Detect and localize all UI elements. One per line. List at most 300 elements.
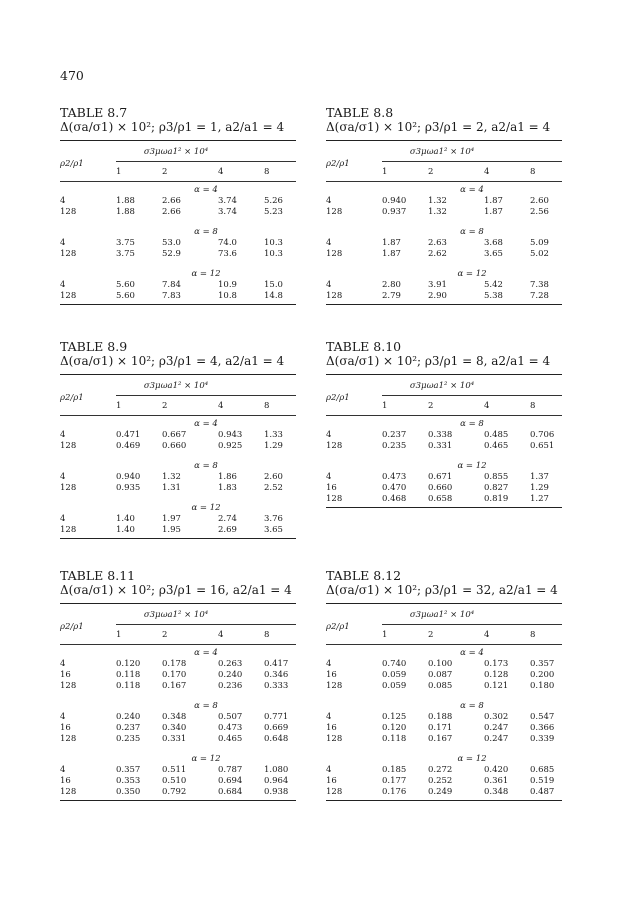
table-cell: 0.188 xyxy=(428,712,453,722)
table-cell: 0.519 xyxy=(530,776,555,786)
bottom-rule xyxy=(60,538,296,539)
table-row xyxy=(60,525,296,536)
table-cell: 0.925 xyxy=(218,441,243,451)
row-label: 4 xyxy=(60,430,66,440)
table-cell: 2.56 xyxy=(530,207,549,217)
row-header: ρ2/ρ1 xyxy=(326,159,350,169)
group-title: α = 12 xyxy=(191,269,221,279)
table-cell: 0.348 xyxy=(484,787,509,797)
column-spanner: σ3μωa1² × 10⁴ xyxy=(409,381,475,391)
spanner-rule xyxy=(116,624,296,625)
bottom-rule xyxy=(326,304,562,305)
column-labels xyxy=(382,630,562,640)
table-cell: 1.27 xyxy=(530,494,549,504)
table-cell: 0.302 xyxy=(484,712,509,722)
bottom-rule xyxy=(326,507,562,508)
spanner-rule xyxy=(116,161,296,162)
table-row xyxy=(326,765,562,776)
table-cell: 1.97 xyxy=(162,514,181,524)
table-cell: 10.3 xyxy=(264,238,283,248)
group-title: α = 4 xyxy=(460,185,484,195)
group-gap xyxy=(326,692,562,698)
table-cell: 0.167 xyxy=(428,734,453,744)
table-cell: 0.510 xyxy=(162,776,187,786)
table-8-11 xyxy=(60,568,296,801)
table-cell: 2.66 xyxy=(162,196,181,206)
table-row xyxy=(60,787,296,798)
table-row xyxy=(60,670,296,681)
group-title: α = 12 xyxy=(457,269,487,279)
group-title: α = 4 xyxy=(460,648,484,658)
table-header xyxy=(326,147,562,177)
table-cell: 0.740 xyxy=(382,659,407,669)
table-cell: 0.660 xyxy=(428,483,453,493)
table-cell: 0.684 xyxy=(218,787,243,797)
table-row xyxy=(60,765,296,776)
table-cell: 0.465 xyxy=(218,734,243,744)
table-cell: 0.937 xyxy=(382,207,407,217)
column-label: 4 xyxy=(218,167,224,177)
table-caption: Δ(σa/σ1) × 10²; ρ3/ρ1 = 4, a2/a1 = 4 xyxy=(60,354,285,368)
table-row xyxy=(326,681,562,692)
table-cell: 74.0 xyxy=(218,238,237,248)
column-label: 2 xyxy=(428,401,434,411)
table-cell: 0.417 xyxy=(264,659,289,669)
row-label: 128 xyxy=(326,207,343,217)
table-row xyxy=(326,776,562,787)
table-cell: 0.185 xyxy=(382,765,407,775)
column-label: 4 xyxy=(484,167,490,177)
table-cell: 0.331 xyxy=(428,441,453,451)
column-header-group xyxy=(116,381,296,411)
table-cell: 2.69 xyxy=(218,525,237,535)
table-cell: 1.33 xyxy=(264,430,283,440)
table-cell: 2.62 xyxy=(428,249,447,259)
table-cell: 1.32 xyxy=(162,472,181,482)
bottom-rule xyxy=(60,304,296,305)
table-cell: 3.65 xyxy=(264,525,283,535)
spanner-rule xyxy=(382,161,562,162)
table-cell: 0.247 xyxy=(484,734,509,744)
table-row xyxy=(326,472,562,483)
table-label: TABLE 8.10 xyxy=(326,339,402,354)
row-label: 128 xyxy=(326,249,343,259)
row-label: 128 xyxy=(60,734,77,744)
group-title: α = 8 xyxy=(460,701,484,711)
table-cell: 0.366 xyxy=(530,723,555,733)
top-rule xyxy=(60,140,296,141)
column-label: 2 xyxy=(428,630,434,640)
row-label: 128 xyxy=(326,681,343,691)
row-label: 4 xyxy=(60,765,66,775)
table-cell: 1.83 xyxy=(218,483,237,493)
group-title: α = 12 xyxy=(457,754,487,764)
table-header xyxy=(60,147,296,177)
row-label: 128 xyxy=(60,525,77,535)
table-cell: 1.87 xyxy=(382,238,401,248)
header-rule xyxy=(326,415,562,416)
table-cell: 0.339 xyxy=(530,734,555,744)
column-labels xyxy=(382,167,562,177)
table-cell: 0.173 xyxy=(484,659,509,669)
table-cell: 1.95 xyxy=(162,525,181,535)
table-cell: 0.237 xyxy=(116,723,141,733)
column-header-group xyxy=(382,610,562,640)
table-cell: 0.240 xyxy=(218,670,243,680)
table-cell: 3.75 xyxy=(116,249,135,259)
row-label: 4 xyxy=(326,280,332,290)
group-gap xyxy=(326,260,562,266)
spanner-rule xyxy=(382,395,562,396)
group-gap xyxy=(326,745,562,751)
row-label: 128 xyxy=(60,291,77,301)
table-cell: 0.669 xyxy=(264,723,289,733)
table-row xyxy=(60,430,296,441)
table-cell: 0.085 xyxy=(428,681,453,691)
row-label: 128 xyxy=(60,207,77,217)
top-rule xyxy=(60,603,296,604)
table-row xyxy=(60,291,296,302)
group-gap xyxy=(326,452,562,458)
column-label: 1 xyxy=(116,167,122,177)
table-row xyxy=(60,472,296,483)
table-cell: 0.943 xyxy=(218,430,243,440)
top-rule xyxy=(326,140,562,141)
table-cell: 0.177 xyxy=(382,776,407,786)
group-title: α = 8 xyxy=(194,227,218,237)
table-cell: 3.68 xyxy=(484,238,503,248)
table-row xyxy=(326,430,562,441)
group-title: α = 4 xyxy=(194,648,218,658)
table-header xyxy=(60,381,296,411)
table-8-9 xyxy=(60,339,296,539)
table-cell: 0.420 xyxy=(484,765,509,775)
table-cell: 0.357 xyxy=(116,765,141,775)
table-cell: 10.9 xyxy=(218,280,237,290)
table-cell: 0.120 xyxy=(116,659,141,669)
row-label: 4 xyxy=(326,430,332,440)
table-cell: 0.125 xyxy=(382,712,407,722)
bottom-rule xyxy=(60,800,296,801)
table-cell: 5.23 xyxy=(264,207,283,217)
table-row xyxy=(60,280,296,291)
table-cell: 0.706 xyxy=(530,430,555,440)
table-cell: 0.128 xyxy=(484,670,509,680)
table-caption: Δ(σa/σ1) × 10²; ρ3/ρ1 = 16, a2/a1 = 4 xyxy=(60,583,292,597)
row-label: 16 xyxy=(60,776,71,786)
group-gap xyxy=(60,452,296,458)
table-cell: 52.9 xyxy=(162,249,181,259)
spanner-rule xyxy=(382,624,562,625)
table-row xyxy=(326,659,562,670)
table-row xyxy=(326,723,562,734)
table-cell: 0.346 xyxy=(264,670,289,680)
table-caption: Δ(σa/σ1) × 10²; ρ3/ρ1 = 32, a2/a1 = 4 xyxy=(326,583,558,597)
row-header: ρ2/ρ1 xyxy=(60,622,84,632)
table-cell: 0.469 xyxy=(116,441,141,451)
row-label: 4 xyxy=(60,712,66,722)
table-cell: 53.0 xyxy=(162,238,181,248)
column-header-group xyxy=(116,610,296,640)
table-row xyxy=(326,291,562,302)
table-cell: 3.65 xyxy=(484,249,503,259)
table-cell: 0.118 xyxy=(116,681,141,691)
header-rule xyxy=(326,644,562,645)
table-row xyxy=(60,249,296,260)
column-label: 2 xyxy=(162,401,168,411)
column-label: 4 xyxy=(218,401,224,411)
row-label: 4 xyxy=(60,238,66,248)
table-cell: 0.361 xyxy=(484,776,509,786)
column-label: 8 xyxy=(530,401,536,411)
column-label: 8 xyxy=(530,630,536,640)
table-cell: 2.90 xyxy=(428,291,447,301)
row-header: ρ2/ρ1 xyxy=(326,622,350,632)
row-label: 128 xyxy=(60,483,77,493)
table-cell: 2.80 xyxy=(382,280,401,290)
group-title: α = 8 xyxy=(194,701,218,711)
column-label: 1 xyxy=(382,630,388,640)
table-8-8 xyxy=(326,105,562,305)
column-label: 2 xyxy=(162,167,168,177)
table-cell: 73.6 xyxy=(218,249,237,259)
table-cell: 5.60 xyxy=(116,280,135,290)
table-cell: 0.685 xyxy=(530,765,555,775)
table-cell: 3.74 xyxy=(218,196,237,206)
row-label: 128 xyxy=(326,734,343,744)
table-cell: 0.331 xyxy=(162,734,187,744)
row-label: 16 xyxy=(326,723,337,733)
table-cell: 0.118 xyxy=(382,734,407,744)
row-label: 16 xyxy=(326,483,337,493)
table-cell: 0.167 xyxy=(162,681,187,691)
table-row xyxy=(326,670,562,681)
table-cell: 2.60 xyxy=(264,472,283,482)
table-row xyxy=(60,196,296,207)
row-header: ρ2/ρ1 xyxy=(60,159,84,169)
table-cell: 0.180 xyxy=(530,681,555,691)
table-cell: 15.0 xyxy=(264,280,283,290)
row-label: 4 xyxy=(326,659,332,669)
table-cell: 0.118 xyxy=(116,670,141,680)
table-cell: 0.252 xyxy=(428,776,453,786)
column-label: 2 xyxy=(428,167,434,177)
table-caption: Δ(σa/σ1) × 10²; ρ3/ρ1 = 1, a2/a1 = 4 xyxy=(60,120,285,134)
table-cell: 2.63 xyxy=(428,238,447,248)
group-title: α = 4 xyxy=(194,185,218,195)
table-row xyxy=(326,196,562,207)
group-title: α = 12 xyxy=(191,754,221,764)
column-label: 1 xyxy=(116,630,122,640)
row-label: 4 xyxy=(326,712,332,722)
column-label: 8 xyxy=(264,167,270,177)
table-row xyxy=(326,494,562,505)
table-cell: 1.40 xyxy=(116,514,135,524)
table-cell: 0.176 xyxy=(382,787,407,797)
column-label: 4 xyxy=(484,401,490,411)
column-spanner: σ3μωa1² × 10⁴ xyxy=(409,147,475,157)
table-row xyxy=(60,238,296,249)
column-header-group xyxy=(382,147,562,177)
table-cell: 0.059 xyxy=(382,670,407,680)
table-cell: 14.8 xyxy=(264,291,283,301)
table-label: TABLE 8.12 xyxy=(326,568,402,583)
table-cell: 0.087 xyxy=(428,670,453,680)
table-cell: 5.09 xyxy=(530,238,549,248)
column-label: 1 xyxy=(382,167,388,177)
group-title: α = 4 xyxy=(194,419,218,429)
table-cell: 0.855 xyxy=(484,472,509,482)
table-cell: 0.470 xyxy=(382,483,407,493)
table-row xyxy=(60,207,296,218)
table-cell: 0.487 xyxy=(530,787,555,797)
table-cell: 2.74 xyxy=(218,514,237,524)
row-label: 16 xyxy=(326,670,337,680)
table-cell: 2.79 xyxy=(382,291,401,301)
column-spanner: σ3μωa1² × 10⁴ xyxy=(143,610,209,620)
table-cell: 3.75 xyxy=(116,238,135,248)
table-cell: 0.348 xyxy=(162,712,187,722)
group-gap xyxy=(60,218,296,224)
row-label: 16 xyxy=(326,776,337,786)
table-row xyxy=(326,249,562,260)
table-cell: 0.547 xyxy=(530,712,555,722)
table-cell: 5.26 xyxy=(264,196,283,206)
table-caption: Δ(σa/σ1) × 10²; ρ3/ρ1 = 8, a2/a1 = 4 xyxy=(326,354,551,368)
row-label: 128 xyxy=(60,681,77,691)
table-cell: 3.76 xyxy=(264,514,283,524)
header-rule xyxy=(326,181,562,182)
table-cell: 1.32 xyxy=(428,207,447,217)
column-label: 8 xyxy=(264,401,270,411)
table-cell: 0.787 xyxy=(218,765,243,775)
table-cell: 0.507 xyxy=(218,712,243,722)
table-row xyxy=(326,238,562,249)
table-cell: 0.178 xyxy=(162,659,187,669)
table-cell: 0.485 xyxy=(484,430,509,440)
table-label: TABLE 8.11 xyxy=(60,568,136,583)
table-cell: 0.350 xyxy=(116,787,141,797)
top-rule xyxy=(326,374,562,375)
table-cell: 0.237 xyxy=(382,430,407,440)
table-cell: 0.200 xyxy=(530,670,555,680)
table-cell: 2.60 xyxy=(530,196,549,206)
table-cell: 0.473 xyxy=(382,472,407,482)
header-rule xyxy=(60,415,296,416)
table-cell: 3.91 xyxy=(428,280,447,290)
table-row xyxy=(60,734,296,745)
column-spanner: σ3μωa1² × 10⁴ xyxy=(409,610,475,620)
column-label: 1 xyxy=(116,401,122,411)
table-cell: 1.87 xyxy=(382,249,401,259)
table-row xyxy=(326,483,562,494)
table-cell: 0.935 xyxy=(116,483,141,493)
table-row xyxy=(326,734,562,745)
table-cell: 10.8 xyxy=(218,291,237,301)
table-cell: 0.940 xyxy=(116,472,141,482)
table-label: TABLE 8.9 xyxy=(60,339,128,354)
table-row xyxy=(60,776,296,787)
table-cell: 1.88 xyxy=(116,207,135,217)
table-cell: 1.31 xyxy=(162,483,181,493)
table-label: TABLE 8.7 xyxy=(60,105,128,120)
table-row xyxy=(326,207,562,218)
table-cell: 2.66 xyxy=(162,207,181,217)
row-label: 4 xyxy=(326,765,332,775)
group-gap xyxy=(60,745,296,751)
table-cell: 1.86 xyxy=(218,472,237,482)
column-label: 4 xyxy=(218,630,224,640)
row-label: 4 xyxy=(60,472,66,482)
row-label: 4 xyxy=(60,196,66,206)
table-cell: 0.694 xyxy=(218,776,243,786)
table-row xyxy=(60,723,296,734)
table-header xyxy=(60,610,296,640)
table-cell: 1.88 xyxy=(116,196,135,206)
table-cell: 0.468 xyxy=(382,494,407,504)
column-labels xyxy=(382,401,562,411)
table-cell: 5.60 xyxy=(116,291,135,301)
row-label: 16 xyxy=(60,723,71,733)
row-label: 128 xyxy=(326,494,343,504)
table-cell: 5.02 xyxy=(530,249,549,259)
table-row xyxy=(326,787,562,798)
table-cell: 0.170 xyxy=(162,670,187,680)
row-label: 128 xyxy=(326,291,343,301)
table-cell: 0.771 xyxy=(264,712,289,722)
bottom-rule xyxy=(326,800,562,801)
table-caption: Δ(σa/σ1) × 10²; ρ3/ρ1 = 2, a2/a1 = 4 xyxy=(326,120,551,134)
table-cell: 1.37 xyxy=(530,472,549,482)
table-cell: 0.660 xyxy=(162,441,187,451)
table-row xyxy=(326,441,562,452)
top-rule xyxy=(60,374,296,375)
column-labels xyxy=(116,401,296,411)
column-label: 8 xyxy=(530,167,536,177)
column-spanner: σ3μωa1² × 10⁴ xyxy=(143,381,209,391)
table-cell: 0.465 xyxy=(484,441,509,451)
table-cell: 0.648 xyxy=(264,734,289,744)
column-labels xyxy=(116,167,296,177)
top-rule xyxy=(326,603,562,604)
column-header-group xyxy=(116,147,296,177)
table-cell: 0.471 xyxy=(116,430,141,440)
table-cell: 10.3 xyxy=(264,249,283,259)
table-cell: 1.40 xyxy=(116,525,135,535)
table-cell: 7.83 xyxy=(162,291,181,301)
table-row xyxy=(60,441,296,452)
table-cell: 0.667 xyxy=(162,430,187,440)
row-label: 128 xyxy=(60,249,77,259)
row-label: 4 xyxy=(326,472,332,482)
group-title: α = 8 xyxy=(194,461,218,471)
row-label: 4 xyxy=(326,238,332,248)
row-header: ρ2/ρ1 xyxy=(326,393,350,403)
table-header xyxy=(326,381,562,411)
row-label: 128 xyxy=(60,441,77,451)
table-cell: 0.100 xyxy=(428,659,453,669)
header-rule xyxy=(60,181,296,182)
row-header: ρ2/ρ1 xyxy=(60,393,84,403)
group-gap xyxy=(60,692,296,698)
table-8-12 xyxy=(326,568,562,801)
column-label: 4 xyxy=(484,630,490,640)
table-cell: 7.28 xyxy=(530,291,549,301)
table-row xyxy=(60,514,296,525)
group-gap xyxy=(326,218,562,224)
column-labels xyxy=(116,630,296,640)
table-cell: 0.938 xyxy=(264,787,289,797)
